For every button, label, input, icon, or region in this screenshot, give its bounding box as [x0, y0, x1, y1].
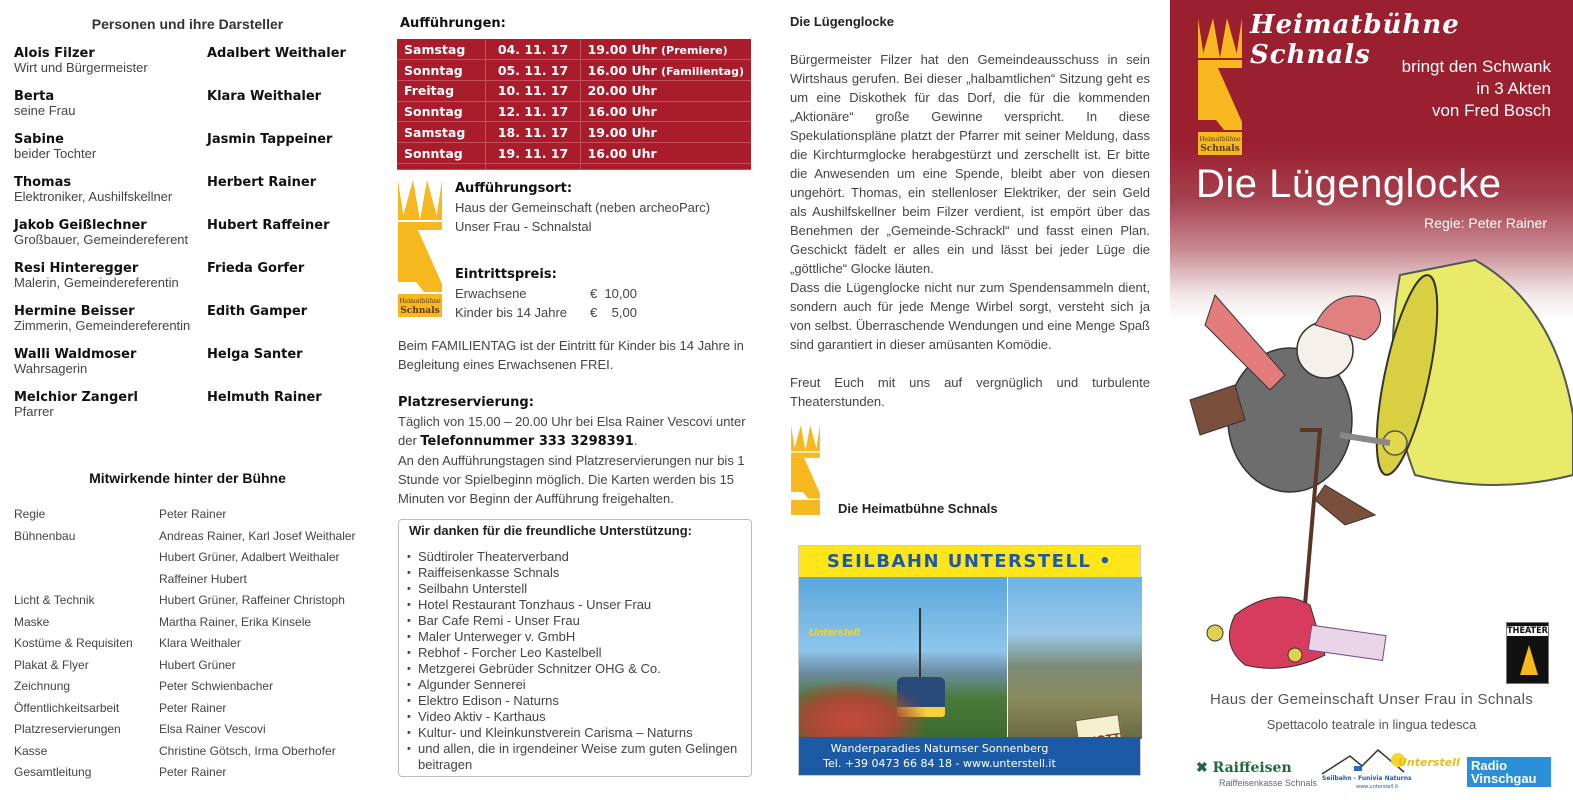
unterstell-sponsor-logo [1320, 748, 1460, 790]
actor-name: Edith Gamper [207, 304, 308, 319]
performance-day: Samstag [397, 39, 486, 60]
crew-member: Elsa Rainer Vescovi [159, 722, 266, 736]
performance-time-cell [580, 80, 751, 101]
sponsor-list-item: • Rebhof - Forcher Leo Kastelbell [407, 645, 743, 661]
actor-name: Klara Weithaler [207, 89, 322, 104]
performance-date: 10. 11. 17 [486, 80, 580, 101]
radio-line-2: Vinschgau [1471, 771, 1537, 786]
performance-date: 19. 11. 17 [486, 143, 580, 164]
presents-line: in 3 Akten [1476, 79, 1551, 98]
character-name: Walli Waldmoser [14, 347, 137, 362]
character-role: seine Frau [14, 103, 76, 118]
performances-title: Aufführungen: [400, 16, 506, 31]
performance-time-cell [580, 39, 751, 60]
performance-note: (Familientag) [661, 64, 744, 78]
theaterverband-logo [1506, 622, 1549, 684]
performance-day: Freitag [397, 80, 486, 101]
crew-role: Bühnenbau [14, 528, 76, 543]
character-name: Alois Filzer [14, 46, 95, 61]
venue-line-2: Unser Frau - Schnalstal [455, 219, 592, 234]
performance-date: 05. 11. 17 [486, 60, 580, 81]
cover-venue: Haus der Gemeinschaft Unser Frau in Schnals [1209, 691, 1534, 708]
cast-row [14, 261, 374, 290]
character-name: Thomas [14, 175, 72, 190]
performance-row [397, 60, 751, 81]
cast-row [14, 218, 374, 247]
actor-name: Hubert Raffeiner [207, 218, 330, 233]
cover-troupe-name: Heimatbühne Schnals [1250, 10, 1460, 70]
cast-row [14, 46, 374, 75]
ad-people-image [799, 679, 929, 739]
ad-footer-slogan: Wanderparadies Naturnser Sonnenberg [830, 742, 1049, 755]
performance-row [397, 39, 751, 60]
cable-line [919, 608, 921, 678]
character-role: Malerin, Gemeindereferentin [14, 275, 179, 290]
performance-note: (Premiere) [661, 43, 728, 57]
cover-venue-italian: Spettacolo teatrale in lingua tedesca [1266, 717, 1477, 732]
performance-day: Sonntag [397, 60, 486, 81]
reservation-details: An den Aufführungstagen sind Platzreservierungen nur bis 1 Stunde vor Spielbeginn möglich. Die Karten werden bis 15 Minuten vor Beginn der Aufführung freigehalten. [398, 453, 745, 506]
crew-member: Hubert Grüner [159, 657, 236, 672]
performance-date: 04. 11. 17 [486, 39, 580, 60]
svg-text:Heimatbühne: Heimatbühne [399, 298, 441, 305]
venue-title: Aufführungsort: [455, 181, 573, 196]
crew-member: Peter Rainer [159, 700, 227, 715]
sponsor-list-item: • Video Aktiv - Karthaus [407, 709, 743, 725]
performance-time-cell [580, 60, 751, 81]
ad-headline: SEILBAHN UNTERSTELL • [799, 546, 1140, 577]
character-name: Resi Hinteregger [14, 261, 139, 276]
cast-row [14, 390, 374, 419]
actor-name: Herbert Rainer [207, 175, 317, 190]
unterstell-advertisement[interactable] [798, 545, 1141, 776]
cover-director: Regie: Peter Rainer [1424, 215, 1547, 231]
reservation-hours [398, 412, 753, 451]
sponsor-list-item: • Metzgerei Gebrüder Schnitzer OHG & Co. [407, 661, 743, 677]
raiffeisen-logo [1196, 760, 1292, 776]
sponsor-list-item: • Maler Unterweger v. GmbH [407, 629, 743, 645]
character-name: Sabine [14, 132, 64, 147]
performance-time: 16.00 Uhr [587, 145, 657, 161]
priest-figure-icon [1190, 295, 1390, 605]
money-sack-icon [1207, 597, 1386, 668]
crew-member: Hubert Grüner, Raffeiner Christoph [159, 593, 345, 607]
sponsor-list-item: • Hotel Restaurant Tonzhaus - Unser Frau [407, 597, 743, 613]
performance-time: 20.00 Uhr [587, 83, 657, 99]
cast-row [14, 89, 374, 118]
radio-vinschgau-logo [1467, 757, 1551, 787]
cover-presents [1402, 56, 1551, 122]
character-role: Zimmerin, Gemeindereferentin [14, 318, 191, 333]
heimatbuehne-logo-icon [791, 425, 820, 515]
crew-role: Platzreservierungen [14, 722, 121, 736]
crew-member: Klara Weithaler [159, 636, 241, 650]
svg-text:Seilbahn - Funivia Naturns: Seilbahn - Funivia Naturns [1322, 775, 1412, 782]
reservation-title: Platzreservierung: [398, 395, 534, 410]
ad-photo-gondola [799, 577, 1007, 739]
radio-line-1: Radio [1471, 758, 1508, 773]
family-day-note: Beim FAMILIENTAG ist der Eintritt für Kinder bis 14 Jahre in Begleitung eines Erwachsenen FREI. [398, 338, 744, 372]
performance-row [397, 143, 751, 164]
crew-role: Zeichnung [14, 679, 71, 693]
sponsors-thanks-box [398, 519, 752, 777]
character-role: Großbauer, Gemeindereferent [14, 232, 189, 247]
cast-row [14, 132, 374, 161]
story-text [790, 50, 1150, 430]
bell-ringer-illustration [1175, 245, 1573, 685]
reservation-text: Täglich von 15.00 – 20.00 Uhr bei Elsa Rainer Vescovi unter der [398, 414, 746, 448]
character-role: Wirt und Bürgermeister [14, 60, 148, 75]
crew-role: Gesamtleitung [14, 765, 92, 779]
sponsor-list-item: • Südtiroler Theaterverband [407, 549, 743, 565]
raiffeisen-name: Raiffeisen [1212, 760, 1292, 776]
performance-row [397, 101, 751, 122]
cast-row [14, 347, 374, 376]
spotlight-cone-icon [1520, 645, 1538, 675]
sponsor-list-item: • Seilbahn Unterstell [407, 581, 743, 597]
crew-member: Peter Rainer [159, 765, 227, 779]
troupe-caption: Die Heimatbühne Schnals [838, 501, 998, 516]
performance-row [397, 122, 751, 143]
svg-text:www.unterstell.it: www.unterstell.it [1356, 784, 1399, 790]
actor-name: Helga Santer [207, 347, 303, 362]
price-title: Eintrittspreis: [455, 267, 557, 282]
story-paragraph: Dass die Lügenglocke nicht nur zum Spendensammeln dient, sondern auch für jede Menge Wirbel sorgt, versteht sich ja von selbst. Überraschende Wendungen und eine Menge Spaß sind garantiert in dieser amüsanten Komödie. [790, 280, 1150, 352]
crew-role: Kostüme & Requisiten [14, 636, 133, 650]
crew-member: Peter Rainer [159, 507, 227, 521]
performance-time: 19.00 Uhr [587, 41, 657, 57]
price-row-child [455, 303, 655, 322]
presents-line: bringt den Schwank [1401, 57, 1551, 76]
theater-logo-text: THEATER [1507, 626, 1548, 636]
ad-footer-contact: Tel. +39 0473 66 84 18 - www.unterstell.it [823, 757, 1056, 770]
ad-brand: Unterstell [809, 627, 860, 639]
cast-row [14, 304, 374, 333]
performance-time-cell [580, 101, 751, 122]
price-block [455, 265, 655, 322]
crew-member: Andreas Rainer, Karl Josef Weithaler [159, 528, 356, 543]
crew-role: Regie [14, 507, 46, 521]
presents-line: von Fred Bosch [1431, 101, 1551, 120]
crew-member: Raffeiner Hubert [159, 571, 247, 586]
performance-time: 16.00 Uhr [587, 104, 657, 120]
performance-time-cell [580, 122, 751, 143]
reservation-phone: Telefonnummer 333 3298391 [420, 434, 634, 449]
performance-time: 19.00 Uhr [587, 124, 657, 140]
performance-date: 12. 11. 17 [486, 101, 580, 122]
heimatbuehne-logo-icon [398, 180, 442, 317]
actor-name: Helmuth Rainer [207, 390, 322, 405]
story-paragraph: Freut Euch mit uns auf vergnüglich und turbulente Theaterstunden. [790, 375, 1150, 409]
crew-role: Maske [14, 614, 50, 629]
actor-name: Jasmin Tappeiner [207, 132, 333, 147]
sponsor-list-item: • Raiffeisenkasse Schnals [407, 565, 743, 581]
story-title: Die Lügenglocke [790, 14, 895, 29]
cast-section-title: Personen und ihre Darsteller [91, 16, 284, 32]
character-role: beider Tochter [14, 146, 97, 161]
crew-section-title: Mitwirkende hinter der Bühne [89, 470, 286, 486]
cast-crew-panel [0, 0, 385, 800]
svg-text:Unterstell: Unterstell [1398, 756, 1460, 769]
svg-text:Heimatbühne: Heimatbühne [1199, 136, 1241, 143]
raiffeisen-subtitle: Raiffeisenkasse Schnals [1219, 778, 1317, 788]
crew-role: Kasse [14, 743, 48, 758]
unterstell-logo [809, 627, 860, 639]
character-name: Hermine Beisser [14, 304, 135, 319]
performance-schedule-table [397, 39, 751, 170]
venue-block [455, 179, 710, 236]
cover-play-title: Die Lügenglocke [1196, 162, 1502, 206]
character-role: Pfarrer [14, 404, 54, 419]
performance-time-cell [580, 143, 751, 164]
reservation-text-end: . [633, 433, 638, 448]
character-name: Berta [14, 89, 55, 104]
svg-text:Schnals: Schnals [1200, 144, 1240, 154]
crew-role: Licht & Technik [14, 593, 95, 607]
crew-member: Martha Rainer, Erika Kinsele [159, 614, 312, 629]
sponsor-list-item: • Bar Cafe Remi - Unser Frau [407, 613, 743, 629]
price-label: Erwachsene [455, 286, 527, 301]
character-name: Melchior Zangerl [14, 390, 138, 405]
story-paragraph: Bürgermeister Filzer hat den Gemeindeausschuss in sein Wirtshaus gerufen. Bei dieser „halbamtlichen“ Sitzung geht es um eine Diskothek für das Dorf, die für die kommenden „Aktionäre“ große Gewinne verspricht. In diese Spekulationspläne platzt der Pfarrer mit seiner Meldung, dass die Kirchturmglocke herabgestürzt und zerschellt ist. Er bitte die Anwesenden um eine Spende, bleibt aber von diesen ungehört. Thomas, ein stellenloser Elektriker, der sein Geld als Aushilfskellner beim Filzer verdient, ist empört über das Benehmen der „Gemeinde-Schrackl“ und fasst einen Plan. Geschickt fädelt er alles ein und lässt bei jeder Lüge die „göttliche“ Glocke läuten. [790, 52, 1150, 276]
raiffeisen-cross-icon: ✖ [1196, 760, 1213, 776]
thanks-title: Wir danken für die freundliche Unterstützung: [409, 523, 693, 538]
performance-day: Sonntag [397, 143, 486, 164]
crew-member: Christine Götsch, Irma Oberhofer [159, 743, 336, 758]
crew-member: Peter Schwienbacher [159, 679, 274, 693]
sponsor-list-item: • und allen, die in irgendeiner Weise zum guten Gelingen beitragen [407, 741, 743, 773]
performance-day: Sonntag [397, 101, 486, 122]
performance-day: Samstag [397, 122, 486, 143]
heimatbuehne-logo-icon [1196, 18, 1244, 155]
ad-photo-climbing [1008, 577, 1142, 739]
price-label: Kinder bis 14 Jahre [455, 305, 568, 320]
svg-text:Schnals: Schnals [400, 306, 440, 316]
performance-row [397, 80, 751, 101]
performance-date: 18. 11. 17 [486, 122, 580, 143]
venue-line-1: Haus der Gemeinschaft (neben archeoParc) [455, 200, 711, 215]
character-name: Jakob Geißlechner [14, 218, 147, 233]
crew-member: Hubert Grüner, Adalbert Weithaler [159, 550, 340, 564]
character-role: Wahrsagerin [14, 361, 88, 376]
crew-role: Öffentlichkeitsarbeit [14, 700, 120, 715]
actor-name: Frieda Gorfer [207, 261, 305, 276]
price-value: € 10,00 [590, 286, 637, 301]
price-row-adult [455, 284, 655, 303]
ad-footer [799, 737, 1140, 775]
character-role: Elektroniker, Aushilfskellner [14, 189, 173, 204]
bell-icon [1364, 260, 1573, 485]
thanks-list [407, 549, 743, 773]
actor-name: Adalbert Weithaler [207, 46, 346, 61]
performance-time: 16.00 Uhr [587, 62, 657, 78]
crew-role: Plakat & Flyer [14, 657, 89, 672]
sponsor-list-item: • Algunder Sennerei [407, 677, 743, 693]
reservation-block [398, 393, 753, 508]
cast-row [14, 175, 374, 204]
sponsor-list-item: • Elektro Edison - Naturns [407, 693, 743, 709]
price-value: € 5,00 [590, 305, 637, 320]
sponsor-list-item: • Kultur- und Kleinkunstverein Carisma – Naturns [407, 725, 743, 741]
